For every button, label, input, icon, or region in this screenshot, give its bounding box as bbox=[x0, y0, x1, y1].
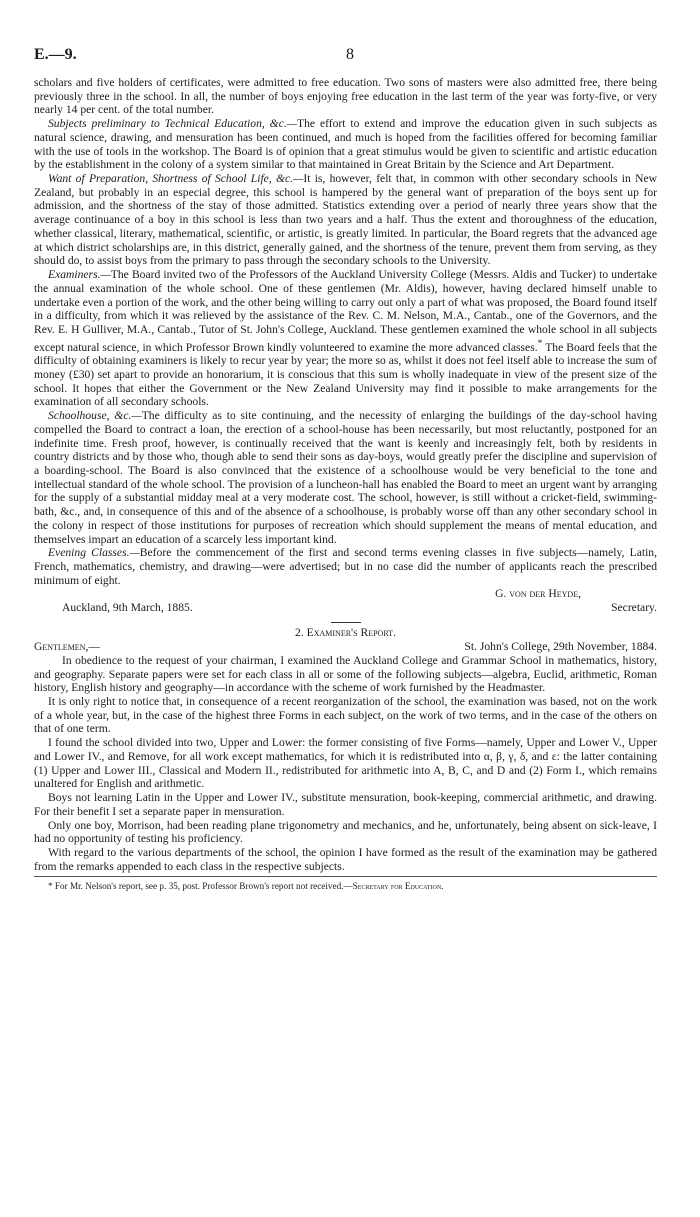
paragraph-heading: Subjects preliminary to Technical Education, &c.— bbox=[48, 117, 298, 131]
paragraph-free-education: scholars and five holders of certificates, were admitted to free education. Two sons of masters were also admitted free, there being previously three in the school. In all, the number of boys enjoying free education in the last term of the year was forty-five, or very nearly 14 per cent. of the total number. bbox=[34, 76, 657, 117]
footnote-rule bbox=[34, 876, 657, 877]
page-body bbox=[34, 76, 657, 892]
signature-name: G. von der Heyde, bbox=[495, 587, 581, 601]
footnote-signature: Secretary for Education. bbox=[352, 881, 444, 892]
signature-place-date: Auckland, 9th March, 1885. bbox=[62, 601, 193, 615]
report-paragraph: Only one boy, Morrison, had been reading plane trigonometry and mechanics, and he, unfortunately, being absent on sick-leave, I had no opportunity of testing his proficiency. bbox=[34, 818, 657, 846]
report-title: 2. Examiner's Report. bbox=[295, 626, 396, 640]
footnote-text: * For Mr. Nelson's report, see p. 35, post. Professor Brown's report not received.— bbox=[48, 881, 353, 892]
report-paragraph: I found the school divided into two, Upper and Lower: the former consisting of five Forms—namely, Upper and Lower V., Upper and Lower IV., and Remove, for all work except mathematics, for which it is redistributed into α, β, γ, δ, and ε: the latter containing (1) Upper and Lower III., Classical and Modern II., redistributed for arithmetic into A, B, C, and D and (2) Form I., which remains unaltered for English and arithmetic. bbox=[34, 736, 657, 791]
section-divider bbox=[331, 622, 361, 623]
page-number: 8 bbox=[346, 46, 354, 63]
footnote-marker: * bbox=[537, 337, 543, 349]
paragraph-heading: Evening Classes.— bbox=[48, 546, 140, 560]
paragraph-heading: Want of Preparation, Shortness of School Life, &c.— bbox=[48, 172, 304, 186]
report-paragraph: It is only right to notice that, in consequence of a recent reorganization of the school, the examination was based, not on the work of a whole year, but, in the case of the highest three Forms in each subject, on the work of two terms, and in the case of the others on that of one term. bbox=[34, 695, 657, 736]
report-salutation-row bbox=[34, 640, 657, 654]
report-paragraph: Boys not learning Latin in the Upper and Lower IV., substitute mensuration, book-keeping, commercial arithmetic, and drawing. For their benefit I set a separate paper in mensuration. bbox=[34, 791, 657, 818]
paragraph-heading: Schoolhouse, &c.— bbox=[48, 409, 142, 423]
paragraph-want-of-preparation: Want of Preparation, Shortness of School Life, &c.—It is, however, felt that, in common with other secondary schools in New Zealand, but probably in an especial degree, this school is hampered by the general want of preparation of the boys sent up for admission, and the shortness of the stay of those admitted. Statistics extending over a period of nearly three years show that the average continuance of a boy in this school is less than two years and a half. Thus the extent and thoroughness of the education, whether classical, literary, mathematical, scientific, or artistic, is greatly limited. In particular, the Board regrets that the advanced age at which district scholarships are, in this district, generally gained, and the shortness of the tenure, prevent them from serving, as they should do, to assist boys from the primary to pass through the secondary schools to the University. bbox=[34, 172, 657, 268]
document-reference: E.—9. bbox=[34, 46, 77, 63]
paragraph-evening-classes: Evening Classes.—Before the commencement of the first and second terms evening classes in five subjects—namely, Latin, French, mathematics, chemistry, and drawing—were advertised; but in no case did the number of applicants reach the prescribed minimum of eight. bbox=[34, 546, 657, 587]
page-header bbox=[34, 46, 666, 66]
report-paragraph: In obedience to the request of your chairman, I examined the Auckland College and Grammar School in mathematics, history, and geography. Separate papers were set for each class in all or some of the following subjects—algebra, Euclid, arithmetic, Roman history, English history and geography—in accordance with the scheme of work furnished by the Headmaster. bbox=[34, 653, 657, 695]
report-salutation: Gentlemen,— bbox=[34, 639, 100, 653]
report-paragraph: With regard to the various departments of the school, the opinion I have formed as the result of the examination may be gathered from the remarks appended to each class in the respective subjects. bbox=[34, 845, 657, 873]
report-place-date: St. John's College, 29th November, 1884. bbox=[464, 639, 657, 653]
paragraph-heading: Examiners.— bbox=[48, 268, 111, 282]
paragraph-technical-education: Subjects preliminary to Technical Education, &c.—The effort to extend and improve the education given in such subjects as natural science, drawing, and mensuration has been continued, and much is hoped from the facilities offered for becoming familiar with the use of tools in the workshop. The Board is of opinion that a great stimulus would be given to scientific and artistic education by the establishment in the colony of a system similar to that maintained in Great Britain by the Science and Art Department. bbox=[34, 117, 657, 172]
signature-title: Secretary. bbox=[611, 601, 657, 615]
paragraph-schoolhouse: Schoolhouse, &c.—The difficulty as to site continuing, and the necessity of enlarging the buildings of the day-school having compelled the Board to contract a loan, the erection of a school-house has been necessarily, but most reluctantly, postponed for an indefinite time. Fresh proof, however, is continually received that the want is keenly and increasingly felt, both by residents in country districts and by those who, though able to send their sons as day-boys, would greatly prefer the discipline and supervision of a boarding-school. The Board is also convinced that the existence of a schoolhouse would be very beneficial to the tone and intellectual standard of the whole school. The provision of a luncheon-hall has enabled the Board to meet an urgent want by arranging for the supply of a substantial midday meal at a very moderate cost. The school, however, is still without a cricket-field, swimming-bath, &c., and, in consequence of this and of the absence of a schoolhouse, is probably worse off than any other secondary school in the colony in respect of those institutions for purposes of recreation which should supplement the means of mental education, and themselves impart an education of a scarcely less important kind. bbox=[34, 409, 657, 546]
signature-row bbox=[34, 601, 657, 615]
footnote bbox=[34, 880, 657, 892]
paragraph-examiners: Examiners.—The Board invited two of the Professors of the Auckland University College (Messrs. Aldis and Tucker) to undertake the annual examination of the whole school. One of these gentlemen (Mr. Aldis), however, having declared himself unable to undertake even a portion of the work, and the other being willing to carry out only a part of what was proposed, the Board found itself in a difficulty, from which it was relieved by the assistance of the Rev. C. M. Nelson, M.A., Cantab., one of the Governors, and the Rev. E. H Gulliver, M.A., Cantab., Tutor of St. John's College, Auckland. These gentlemen examined the whole school in all subjects except natural science, in which Professor Brown kindly volunteered to examine the more advanced classes.* The Board feels that the difficulty of obtaining examiners is likely to recur year by year; the more so as, whilst it does not feel itself able to increase the sum of money (£30) set apart to provide an honorarium, it is conscious that this sum is wholly inadequate in view of the present size of the school. It hopes that either the Government or the New Zealand University may find it possible to make arrangements for the examination of all secondary schools. bbox=[34, 268, 658, 409]
